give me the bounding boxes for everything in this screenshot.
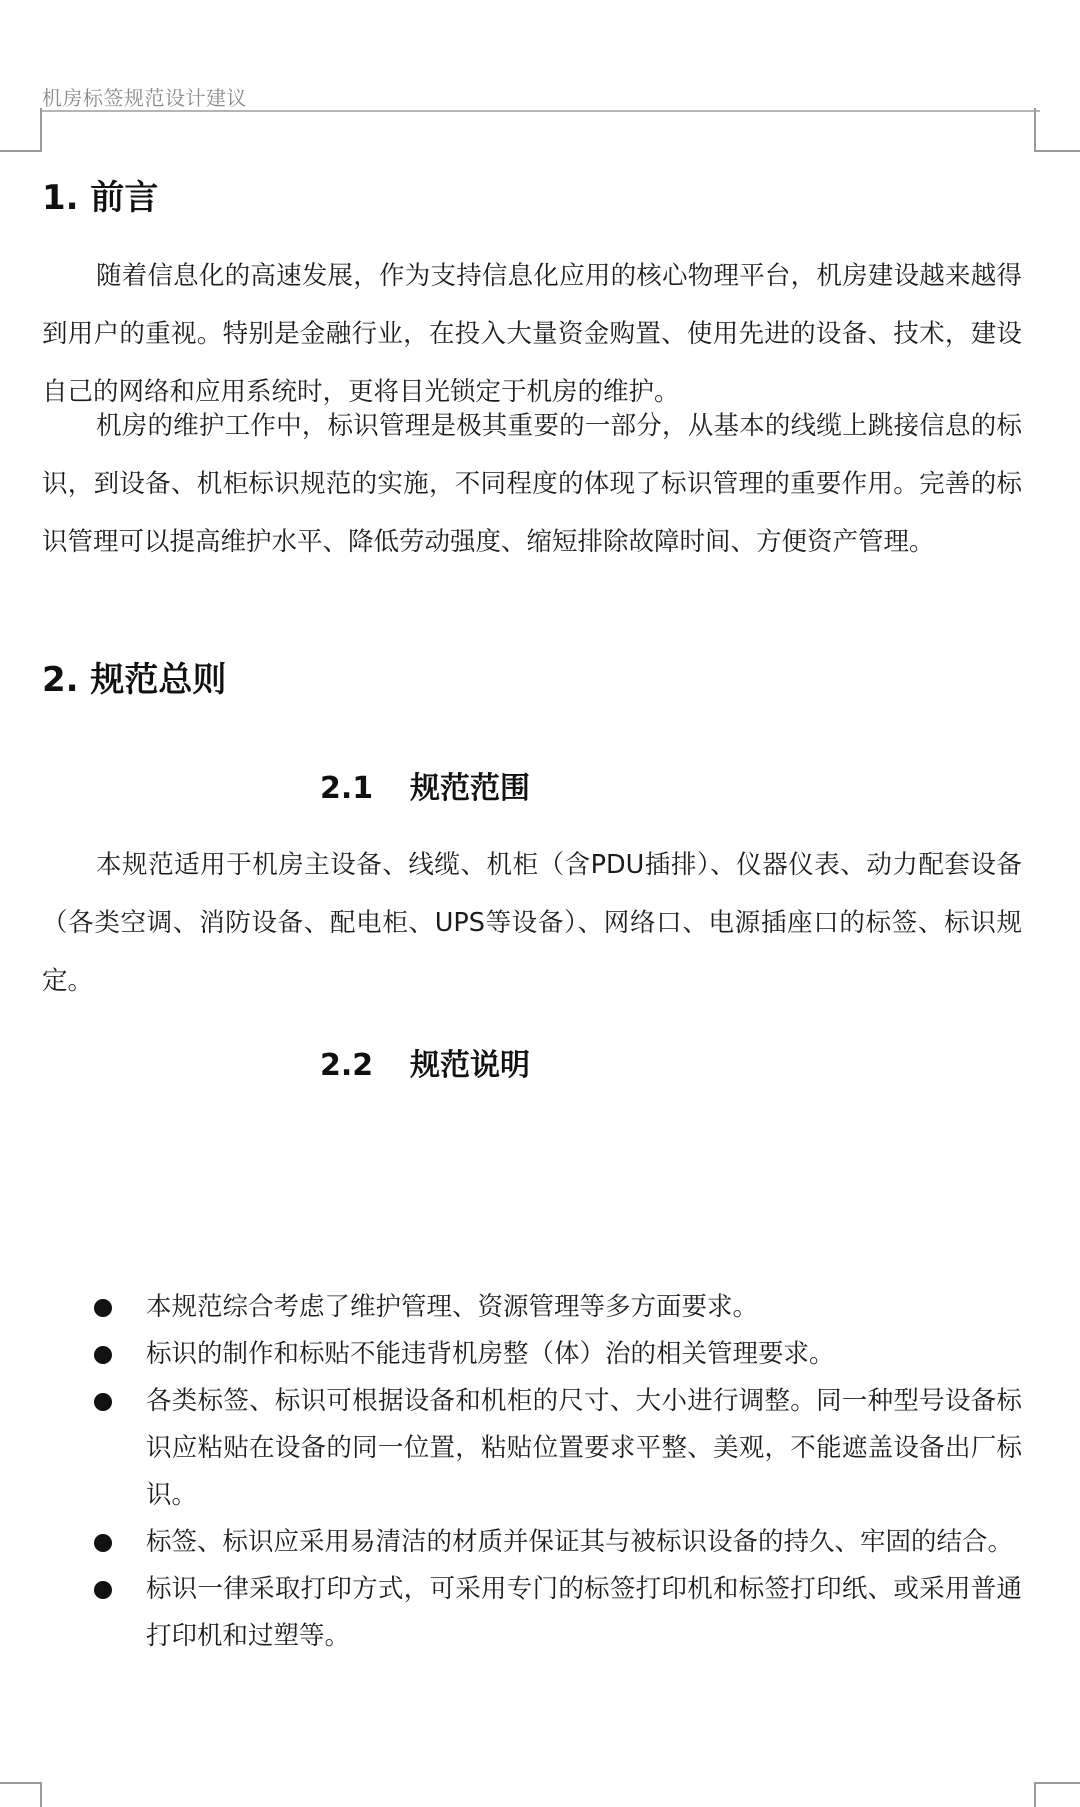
bullet-item (92, 1284, 1022, 1331)
crop-mark-top-right (1034, 108, 1080, 152)
subsection-title: 规范范围 (410, 771, 530, 806)
bullet-dot-icon (94, 1346, 112, 1364)
section-heading-preface: 1. 前言 (42, 178, 159, 218)
bullet-dot-icon (94, 1299, 112, 1317)
subsection-heading-scope (320, 763, 530, 807)
bullet-text: 本规范综合考虑了维护管理、资源管理等多方面要求。 (146, 1292, 759, 1322)
bullet-item (92, 1378, 1022, 1519)
bullet-dot-icon (94, 1534, 112, 1552)
running-header: 机房标签规范设计建议 (42, 86, 247, 110)
crop-mark-bottom-left (0, 1782, 42, 1807)
crop-mark-top-left (0, 108, 42, 152)
bullet-text: 标识的制作和标贴不能违背机房整（体）治的相关管理要求。 (146, 1339, 835, 1369)
bullet-text: 标识一律采取打印方式，可采用专门的标签打印机和标签打印纸、或采用普通打印机和过塑等。 (146, 1574, 1022, 1651)
bullet-dot-icon (94, 1581, 112, 1599)
paragraph-scope: 本规范适用于机房主设备、线缆、机柜（含PDU插排）、仪器仪表、动力配套设备（各类空调、消防设备、配电柜、UPS等设备）、网络口、电源插座口的标签、标识规定。 (42, 850, 1022, 996)
paragraph-preface-2: 机房的维护工作中，标识管理是极其重要的一部分，从基本的线缆上跳接信息的标识，到设备、机柜标识规范的实施，不同程度的体现了标识管理的重要作用。完善的标识管理可以提高维护水平、降低劳动强度、缩短排除故障时间、方便资产管理。 (42, 411, 1022, 557)
subsection-number: 2.2 (320, 1048, 374, 1083)
subsection-heading-description (320, 1040, 530, 1084)
crop-mark-bottom-right (1034, 1782, 1080, 1807)
subsection-number: 2.1 (320, 771, 374, 806)
section-heading-general-rules: 2. 规范总则 (42, 660, 227, 700)
bullet-item (92, 1331, 1022, 1378)
paragraph-preface-1: 随着信息化的高速发展，作为支持信息化应用的核心物理平台，机房建设越来越得到用户的重视。特别是金融行业，在投入大量资金购置、使用先进的设备、技术，建设自己的网络和应用系统时，更将目光锁定于机房的维护。 (42, 261, 1022, 407)
bullet-text: 标签、标识应采用易清洁的材质并保证其与被标识设备的持久、牢固的结合。 (146, 1527, 1014, 1557)
bullet-item (92, 1566, 1022, 1660)
bullet-item (92, 1519, 1022, 1566)
bullet-text: 各类标签、标识可根据设备和机柜的尺寸、大小进行调整。同一种型号设备标识应粘贴在设备的同一位置，粘贴位置要求平整、美观，不能遮盖设备出厂标识。 (146, 1386, 1022, 1510)
header-divider (40, 110, 1040, 112)
bullet-dot-icon (94, 1393, 112, 1411)
subsection-title: 规范说明 (410, 1048, 530, 1083)
requirements-bullet-list (92, 1284, 1022, 1660)
